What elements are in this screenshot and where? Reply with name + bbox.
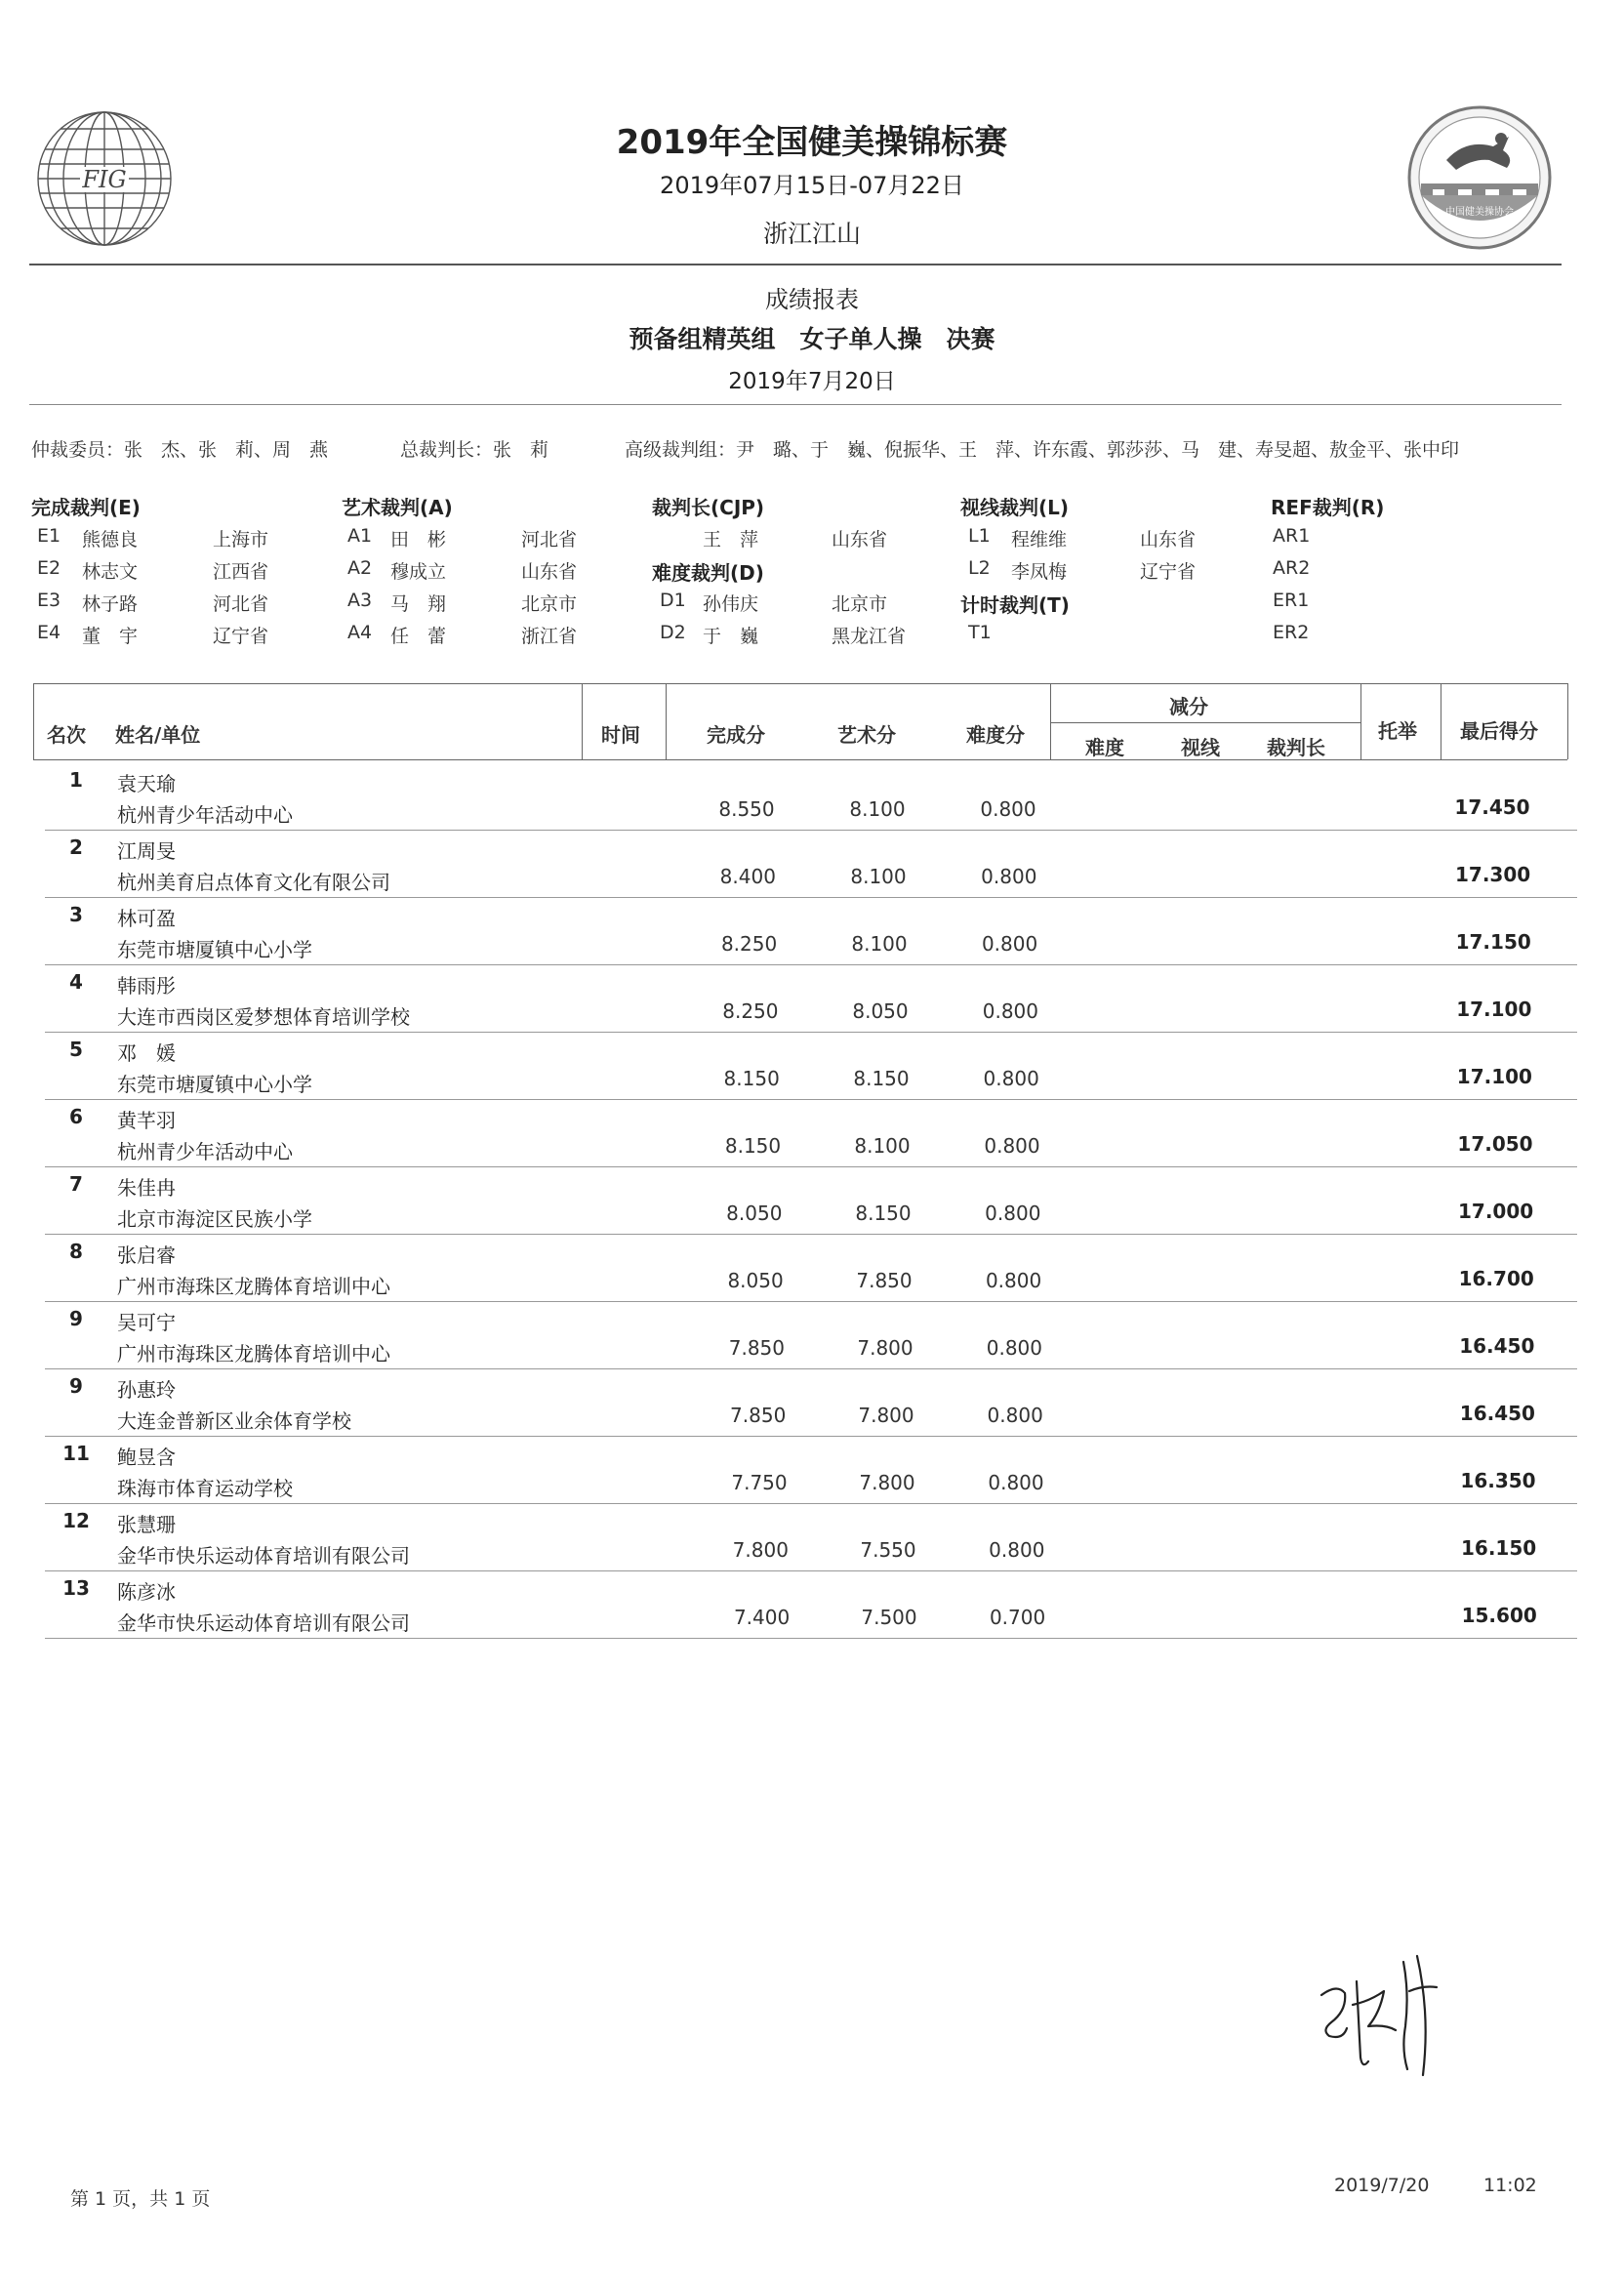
difficulty-score: 0.800 (982, 999, 1039, 1023)
execution-score: 8.250 (720, 932, 778, 956)
rank-cell: 4 (69, 970, 83, 994)
athlete-name: 吴可宁 (117, 1311, 176, 1334)
athlete-name: 孙惠玲 (117, 1378, 176, 1402)
execution-score: 8.050 (727, 1269, 784, 1292)
final-score: 16.450 (1459, 1402, 1535, 1425)
execution-score: 7.800 (732, 1538, 789, 1562)
judge-code: E1 (37, 525, 61, 547)
competition-title: 2019年全国健美操锦标赛 (616, 123, 1008, 162)
difficulty-score: 0.800 (984, 1134, 1040, 1158)
rank-cell: 3 (69, 903, 83, 926)
judge-code: E4 (37, 622, 61, 643)
difficulty-score: 0.800 (986, 1336, 1043, 1360)
rank-cell: 2 (69, 835, 83, 859)
judge-region: 黑龙江省 (832, 626, 907, 647)
athlete-name: 朱佳冉 (117, 1176, 176, 1200)
judge-name: 林子路 (82, 593, 139, 615)
judge-code: D2 (660, 622, 686, 643)
artistic-score: 8.100 (850, 865, 907, 888)
judge-code: ER2 (1273, 622, 1310, 643)
difficulty-score: 0.800 (983, 1067, 1039, 1090)
judge-name: 田 彬 (390, 529, 447, 550)
row-divider (45, 1234, 1577, 1235)
rank-cell: 1 (69, 768, 83, 792)
execution-score: 7.400 (733, 1606, 791, 1629)
rank-cell: 12 (62, 1509, 90, 1532)
col-deduction-header: 减分 (1169, 695, 1208, 718)
judge-region: 河北省 (521, 529, 578, 550)
artistic-score: 7.550 (860, 1538, 916, 1562)
judge-name: 任 蕾 (390, 626, 447, 647)
execution-score: 8.150 (724, 1134, 782, 1158)
final-score: 16.450 (1459, 1334, 1535, 1358)
athlete-name: 张启睿 (117, 1243, 176, 1267)
final-score: 16.150 (1461, 1536, 1537, 1560)
judge-code: E3 (37, 590, 61, 611)
difficulty-score: 0.800 (980, 797, 1036, 821)
col-name-unit-header: 姓名/单位 (115, 723, 201, 747)
col-execution-header: 完成分 (707, 723, 765, 747)
execution-score: 8.550 (718, 797, 775, 821)
athlete-unit: 大连金普新区业余体育学校 (117, 1409, 351, 1433)
rank-cell: 13 (62, 1576, 90, 1600)
rank-cell: 7 (69, 1172, 83, 1196)
rank-cell: 5 (69, 1038, 83, 1061)
athlete-unit: 北京市海淀区民族小学 (117, 1207, 312, 1231)
judge-code: ER1 (1273, 590, 1310, 611)
execution-judges-heading: 完成裁判(E) (31, 496, 141, 519)
judge-name: 熊德良 (82, 529, 139, 550)
judge-region: 辽宁省 (213, 626, 269, 647)
athlete-name: 林可盈 (117, 907, 176, 930)
judge-name: 马 翔 (390, 593, 447, 615)
judge-code: AR2 (1273, 557, 1311, 579)
difficulty-score: 0.800 (988, 1471, 1044, 1494)
col-time-header: 时间 (601, 723, 640, 747)
artistic-score: 8.150 (853, 1067, 910, 1090)
judge-code: E2 (37, 557, 61, 579)
judge-code: AR1 (1273, 525, 1311, 547)
difficulty-score: 0.800 (981, 865, 1037, 888)
rank-cell: 11 (62, 1442, 90, 1465)
athlete-unit: 东莞市塘厦镇中心小学 (117, 1073, 312, 1096)
competition-venue: 浙江江山 (762, 220, 861, 248)
judge-code: A4 (347, 622, 373, 643)
ref-judges-heading: REF裁判(R) (1271, 496, 1385, 519)
difficulty-score: 0.800 (987, 1404, 1043, 1427)
svg-text:FIG: FIG (82, 166, 127, 193)
col-lift-header: 托举 (1378, 719, 1417, 743)
rank-cell: 8 (69, 1240, 83, 1263)
athlete-unit: 广州市海珠区龙腾体育培训中心 (117, 1342, 390, 1365)
competition-dates: 2019年07月15日-07月22日 (660, 172, 964, 199)
judge-code: L1 (968, 525, 991, 547)
judge-name: 林志文 (82, 561, 139, 583)
judge-region: 河北省 (213, 593, 269, 615)
judge-region: 北京市 (521, 593, 578, 615)
report-title: 成绩报表 (765, 286, 859, 313)
athlete-unit: 东莞市塘厦镇中心小学 (117, 938, 312, 961)
difficulty-score: 0.800 (985, 1269, 1042, 1292)
final-score: 17.100 (1456, 1065, 1532, 1088)
judge-code: L2 (968, 557, 991, 579)
judge-code: A3 (347, 590, 373, 611)
athlete-unit: 金华市快乐运动体育培训有限公司 (117, 1544, 410, 1568)
difficulty-score: 0.700 (989, 1606, 1046, 1629)
final-score: 16.350 (1460, 1469, 1536, 1492)
final-score: 17.150 (1455, 930, 1531, 954)
athlete-unit: 珠海市体育运动学校 (117, 1477, 293, 1500)
senior-judge-panel: 高级裁判组：尹 璐、于 巍、倪振华、王 萍、许东霞、郭莎莎、马 建、寿旻超、敖金平、张中印 (625, 439, 1460, 461)
judge-code: T1 (968, 622, 992, 643)
artistic-score: 7.500 (861, 1606, 917, 1629)
jury-members: 仲裁委员：张 杰、张 莉、周 燕 (31, 439, 329, 461)
athlete-name: 邓 媛 (117, 1041, 176, 1065)
athlete-unit: 杭州青少年活动中心 (117, 803, 293, 827)
col-rank-header: 名次 (47, 723, 86, 747)
svg-text:CAA: CAA (1470, 224, 1489, 234)
judge-region: 江西省 (213, 561, 269, 583)
difficulty-score: 0.800 (981, 932, 1038, 956)
artistic-score: 7.800 (857, 1336, 914, 1360)
row-divider (45, 1436, 1577, 1437)
artistic-score: 7.850 (856, 1269, 913, 1292)
artistic-score: 7.800 (859, 1471, 915, 1494)
judge-name: 李凤梅 (1011, 561, 1068, 583)
athlete-name: 韩雨彤 (117, 974, 176, 998)
judge-name: 王 萍 (703, 529, 759, 550)
chair-judge-heading: 裁判长(CJP) (652, 496, 765, 519)
difficulty-score: 0.800 (989, 1538, 1045, 1562)
execution-score: 8.250 (722, 999, 779, 1023)
judge-region: 山东省 (521, 561, 578, 583)
athlete-unit: 广州市海珠区龙腾体育培训中心 (117, 1275, 390, 1298)
row-divider (45, 1638, 1577, 1639)
execution-score: 8.050 (726, 1202, 783, 1225)
row-divider (45, 1166, 1577, 1167)
col-ded-difficulty-header: 难度 (1085, 736, 1124, 759)
row-divider (45, 1570, 1577, 1571)
athlete-name: 黄芊羽 (117, 1109, 176, 1132)
judge-code: D1 (660, 590, 686, 611)
row-divider (45, 964, 1577, 965)
athlete-unit: 大连市西岗区爱梦想体育培训学校 (117, 1005, 410, 1029)
header-divider (29, 264, 1562, 265)
judge-name: 董 宇 (82, 626, 139, 647)
execution-score: 8.400 (719, 865, 776, 888)
signature (1308, 1933, 1483, 2099)
athlete-unit: 杭州青少年活动中心 (117, 1140, 293, 1163)
rank-cell: 9 (69, 1374, 83, 1398)
judge-code: A2 (347, 557, 373, 579)
difficulty-judges-heading: 难度裁判(D) (652, 561, 764, 585)
final-score: 17.450 (1454, 795, 1530, 819)
print-time: 11:02 (1483, 2175, 1537, 2196)
judge-name: 程维维 (1011, 529, 1068, 550)
col-final-header: 最后得分 (1460, 719, 1538, 743)
artistic-score: 8.100 (851, 932, 908, 956)
svg-text:中国健美操协会: 中国健美操协会 (1445, 207, 1514, 218)
artistic-score: 8.150 (855, 1202, 912, 1225)
execution-score: 7.850 (728, 1336, 786, 1360)
execution-score: 7.850 (730, 1404, 787, 1427)
final-score: 17.000 (1458, 1200, 1534, 1223)
col-artistic-header: 艺术分 (837, 723, 896, 747)
row-divider (45, 830, 1577, 831)
line-judges-heading: 视线裁判(L) (960, 496, 1070, 519)
row-divider (45, 1099, 1577, 1100)
final-score: 17.100 (1456, 998, 1532, 1021)
athlete-unit: 金华市快乐运动体育培训有限公司 (117, 1611, 410, 1635)
print-date: 2019/7/20 (1334, 2175, 1430, 2196)
athlete-name: 鲍昱含 (117, 1446, 176, 1469)
final-score: 17.300 (1455, 863, 1531, 886)
judge-name: 孙伟庆 (703, 593, 759, 615)
row-divider (45, 1368, 1577, 1369)
judge-region: 北京市 (832, 593, 888, 615)
judge-region: 上海市 (213, 529, 269, 550)
judge-region: 浙江省 (521, 626, 578, 647)
athlete-name: 张慧珊 (117, 1513, 176, 1536)
judge-region: 山东省 (832, 529, 888, 550)
page-number: 第 1 页，共 1 页 (70, 2188, 211, 2210)
athlete-unit: 杭州美育启点体育文化有限公司 (117, 871, 390, 894)
artistic-score: 8.050 (852, 999, 909, 1023)
judge-region: 辽宁省 (1140, 561, 1197, 583)
final-score: 16.700 (1458, 1267, 1534, 1290)
final-score: 15.600 (1461, 1604, 1537, 1627)
artistic-score: 8.100 (854, 1134, 911, 1158)
execution-score: 7.750 (731, 1471, 788, 1494)
report-event: 预备组精英组 女子单人操 决赛 (629, 325, 995, 353)
col-ded-line-header: 视线 (1181, 736, 1220, 759)
row-divider (45, 1301, 1577, 1302)
rank-cell: 9 (69, 1307, 83, 1330)
judge-code: A1 (347, 525, 373, 547)
time-judges-heading: 计时裁判(T) (960, 593, 1070, 617)
row-divider (45, 1032, 1577, 1033)
col-ded-chair-header: 裁判长 (1267, 736, 1325, 759)
report-date: 2019年7月20日 (728, 369, 896, 394)
artistic-score: 7.800 (858, 1404, 914, 1427)
head-judge: 总裁判长：张 莉 (400, 439, 549, 461)
judge-name: 穆成立 (390, 561, 447, 583)
athlete-name: 陈彦冰 (117, 1580, 176, 1604)
report-divider (29, 404, 1562, 405)
col-difficulty-header: 难度分 (966, 723, 1025, 747)
artistic-score: 8.100 (849, 797, 906, 821)
row-divider (45, 897, 1577, 898)
row-divider (45, 1503, 1577, 1504)
athlete-name: 袁天瑜 (117, 772, 176, 795)
judge-name: 于 巍 (703, 626, 759, 647)
rank-cell: 6 (69, 1105, 83, 1128)
difficulty-score: 0.800 (985, 1202, 1041, 1225)
artistic-judges-heading: 艺术裁判(A) (342, 496, 453, 519)
judge-region: 山东省 (1140, 529, 1197, 550)
execution-score: 8.150 (723, 1067, 780, 1090)
athlete-name: 江周旻 (117, 839, 176, 863)
final-score: 17.050 (1457, 1132, 1533, 1156)
